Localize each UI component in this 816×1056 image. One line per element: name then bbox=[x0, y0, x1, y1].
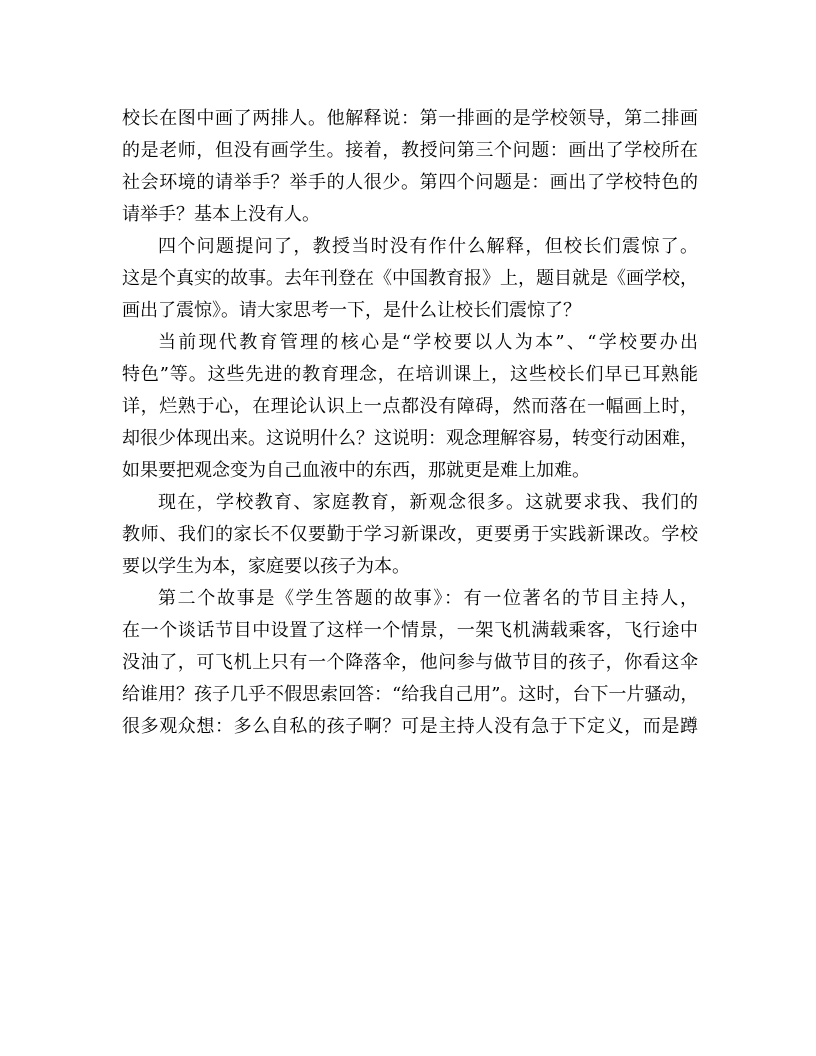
text-line: 校长在图中画了两排人。他解释说：第一排画的是学校领导，第二排画 bbox=[122, 108, 698, 129]
text-line: 画出了震惊》。请大家思考一下，是什么让校长们震惊了？ bbox=[122, 300, 581, 321]
text-line: 要以学生为本，家庭要以孩子为本。 bbox=[122, 556, 410, 577]
text-line: 很多观众想：多么自私的孩子啊？可是主持人没有急于下定义，而是蹲 bbox=[122, 716, 698, 737]
text-line: 请举手？基本上没有人。 bbox=[122, 204, 320, 225]
text-line: 在一个谈话节目中设置了这样一个情景，一架飞机满载乘客，飞行途中 bbox=[122, 620, 698, 641]
text-line: 现在，学校教育、家庭教育，新观念很多。这就要求我、我们的 bbox=[158, 492, 698, 513]
text-line: 给谁用？孩子几乎不假思索回答：“给我自己用”。这时，台下一片骚动， bbox=[122, 684, 698, 705]
text-line: 这是个真实的故事。去年刊登在《中国教育报》上，题目就是《画学校， bbox=[122, 268, 698, 289]
text-line: 如果要把观念变为自己血液中的东西，那就更是难上加难。 bbox=[122, 460, 590, 481]
text-line: 四个问题提问了，教授当时没有作什么解释，但校长们震惊了。 bbox=[158, 236, 698, 257]
document-body bbox=[122, 103, 698, 743]
text-line: 详，烂熟于心，在理论认识上一点都没有障碍，然而落在一幅画上时， bbox=[122, 396, 698, 417]
text-line: 第二个故事是《学生答题的故事》：有一位著名的节目主持人， bbox=[158, 588, 698, 609]
text-line: 当前现代教育管理的核心是“学校要以人为本”、“学校要办出 bbox=[158, 332, 698, 353]
text-line: 没油了，可飞机上只有一个降落伞，他问参与做节目的孩子，你看这伞 bbox=[122, 652, 698, 673]
text-line: 特色”等。这些先进的教育理念，在培训课上，这些校长们早已耳熟能 bbox=[122, 364, 698, 385]
text-line: 却很少体现出来。这说明什么？这说明：观念理解容易，转变行动困难， bbox=[122, 428, 698, 449]
text-line: 的是老师，但没有画学生。接着，教授问第三个问题：画出了学校所在 bbox=[122, 140, 698, 161]
text-line: 教师、我们的家长不仅要勤于学习新课改，更要勇于实践新课改。学校 bbox=[122, 524, 698, 545]
text-line: 社会环境的请举手？举手的人很少。第四个问题是：画出了学校特色的 bbox=[122, 172, 698, 193]
